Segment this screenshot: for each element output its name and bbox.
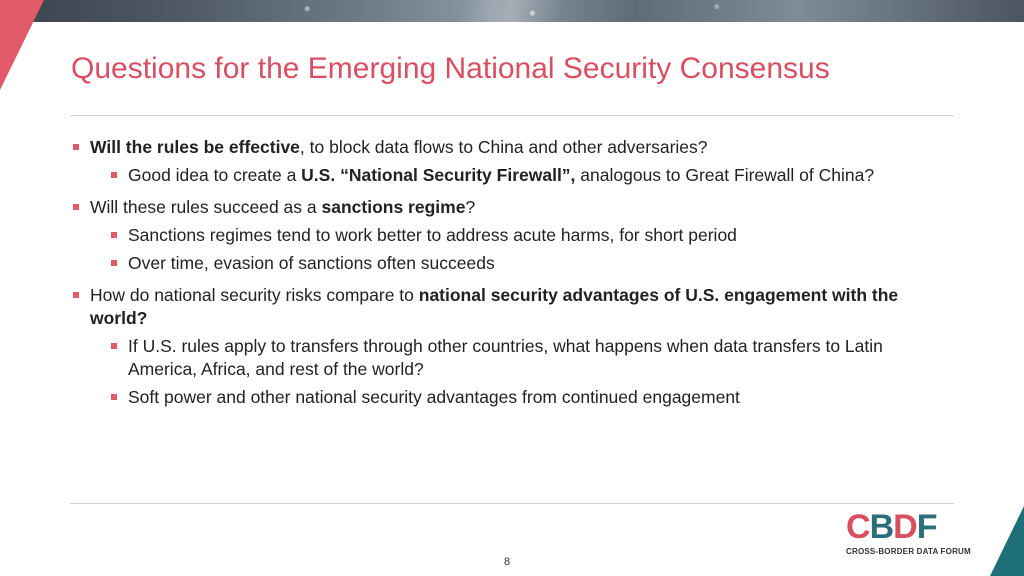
logo-letter: C <box>846 508 870 546</box>
logo-letter: D <box>893 508 917 546</box>
bullet-effectiveness <box>73 136 953 159</box>
cbdf-logo <box>846 508 971 558</box>
sub-bullet-text: Soft power and other national security advantages from continued engagement <box>128 387 740 407</box>
bullet-list <box>73 136 953 409</box>
header-banner-image <box>0 0 1024 22</box>
sub-bullet-soft-power <box>111 386 953 409</box>
decorative-teal-corner <box>990 506 1024 576</box>
bullet-text: ? <box>465 197 476 217</box>
bullet-sanctions <box>73 196 953 219</box>
bullet-text: Will these rules succeed as a <box>90 197 322 217</box>
page-number: 8 <box>503 556 511 568</box>
sub-bullet-acute-harms <box>111 224 953 247</box>
sub-bullet-text: Good idea to create a <box>128 165 302 185</box>
logo-letter: B <box>869 508 894 546</box>
bullet-bold-text: sanctions regime <box>321 197 466 217</box>
bullet-engagement <box>73 284 953 330</box>
sub-bullet-text: If U.S. rules apply to transfers through other countries, what happens when data transfers to Latin America, Africa, and rest of the world? <box>128 336 883 379</box>
title-divider <box>70 115 954 116</box>
bullet-bold-text: Will the rules be effective <box>90 137 300 157</box>
sub-bullet-firewall <box>111 164 953 187</box>
sub-bullet-text: Sanctions regimes tend to work better to address acute harms, for short period <box>128 225 737 245</box>
sub-bullet-text: Over time, evasion of sanctions often succeeds <box>128 253 495 273</box>
slide-title: Questions for the Emerging National Security Consensus <box>71 52 830 85</box>
bullet-text: How do national security risks compare to <box>90 285 419 305</box>
logo-subtitle: CROSS-BORDER DATA FORUM <box>846 547 971 556</box>
logo-letter: F <box>916 508 937 546</box>
sub-bullet-other-countries <box>111 335 953 381</box>
bullet-text: , to block data flows to China and other adversaries? <box>299 137 708 157</box>
sub-bullet-bold-text: U.S. “National Security Firewall”, <box>301 165 576 185</box>
logo-wordmark <box>846 508 936 546</box>
sub-bullet-text: analogous to Great Firewall of China? <box>575 165 875 185</box>
footer-divider <box>70 503 954 504</box>
bullet-bold-text: national security advantages of U.S. engagement with the world? <box>90 285 899 328</box>
sub-bullet-evasion <box>111 252 953 275</box>
